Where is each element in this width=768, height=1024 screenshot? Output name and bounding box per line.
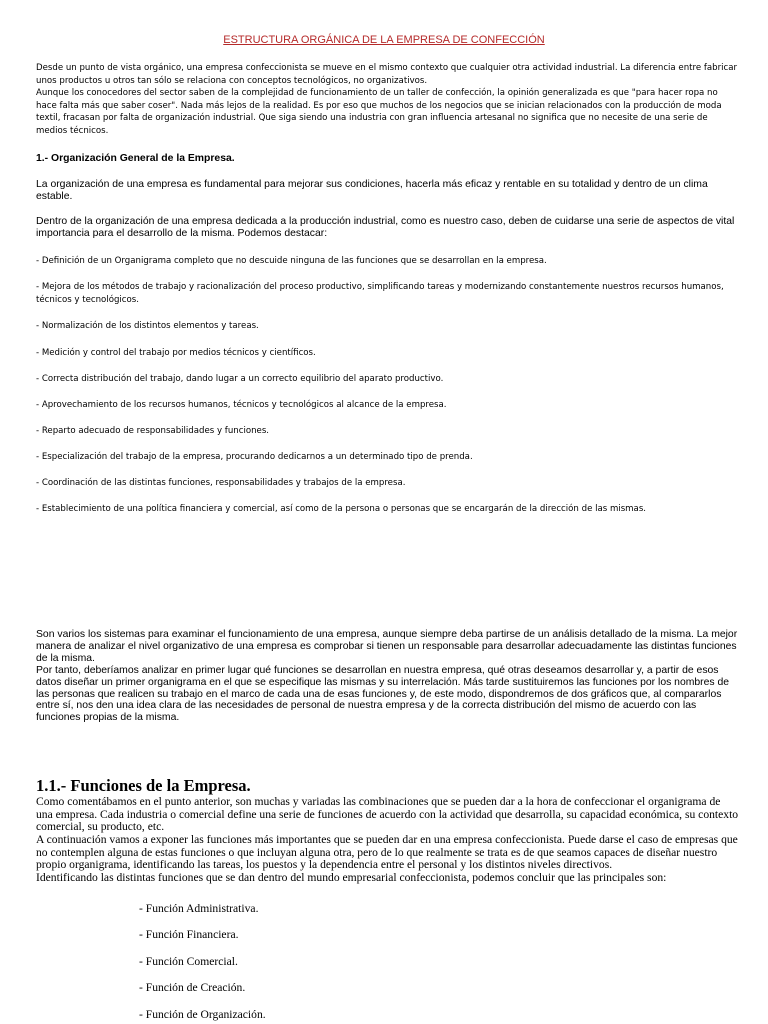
bullet-item: - Correcta distribución del trabajo, dando lugar a un correcto equilibrio del aparato productivo. (36, 374, 444, 384)
bullet-item: - Definición de un Organigrama completo que no descuide ninguna de las funciones que se desarrollan en la empresa. (36, 256, 547, 266)
bullet-item: - Mejora de los métodos de trabajo y racionalización del proceso productivo, simplificando tareas y modernizando constantemente nuestros recursos humanos, técnicos y tecnológicos. (36, 282, 724, 305)
bullet-item: - Normalización de los distintos elementos y tareas. (36, 321, 259, 331)
function-item: - Función Financiera. (139, 928, 239, 941)
section1-paragraph-2: Dentro de la organización de una empresa dedicada a la producción industrial, como es nuestro caso, deben de cuidarse una serie de aspectos de vital importancia para el desarrollo de la misma. Podemos destacar: (36, 216, 735, 239)
document-title: ESTRUCTURA ORGÁNICA DE LA EMPRESA DE CONFECCIÓN (223, 34, 545, 46)
intro-paragraph-1: Desde un punto de vista orgánico, una empresa confeccionista se mueve en el mismo contexto que cualquier otra actividad industrial. La diferencia entre fabricar unos productos u otros tan sólo se relaciona con conceptos tecnológicos, no organizativos. (36, 63, 738, 86)
section1-paragraph-1: La organización de una empresa es fundamental para mejorar sus condiciones, hacerla más eficaz y rentable en su totalidad y dentro de un clima estable. (36, 179, 708, 202)
section1-paragraph-4: Por tanto, deberíamos analizar en primer lugar qué funciones se desarrollan en nuestra empresa, qué otras deseamos desarrollar y, a partir de esos datos diseñar un primer organigrama en el que se especifique las mismas y su interrelación. Más tarde sustituiremos las funciones por los nombres de las personas que realicen su trabajo en el marco de cada una de esas funciones y, de este modo, dispondremos de dos gráficos que, al compararlos entre sí, nos den una idea clara de las necesidades de personal de nuestra empresa y de la correcta distribución del mismo de acuerdo con las funciones propias de la misma. (36, 665, 730, 724)
section-heading-funciones: 1.1.- Funciones de la Empresa. (36, 776, 251, 795)
section11-paragraph-3: Identificando las distintas funciones que se dan dentro del mundo empresarial confeccionista, podemos concluir que las principales son: (36, 871, 667, 884)
function-item: - Función Administrativa. (139, 902, 259, 915)
bullet-item: - Especialización del trabajo de la empresa, procurando dedicarnos a un determinado tipo de prenda. (36, 452, 473, 462)
bullet-item: - Establecimiento de una política financiera y comercial, así como de la persona o personas que se encargarán de la dirección de las mismas. (36, 504, 647, 514)
function-item: - Función de Organización. (139, 1008, 266, 1021)
bullet-item: - Medición y control del trabajo por medios técnicos y científicos. (36, 348, 316, 358)
section1-paragraph-3: Son varios los sistemas para examinar el funcionamiento de una empresa, aunque siempre deba partirse de un análisis detallado de la misma. La mejor manera de analizar el nivel organizativo de una empresa es comprobar si tienen un responsable para desarrollar adecuadamente las distintas funciones de la misma. (36, 629, 738, 664)
section-heading-organizacion: 1.- Organización General de la Empresa. (36, 153, 235, 164)
bullet-item: - Aprovechamiento de los recursos humanos, técnicos y tecnológicos al alcance de la empresa. (36, 400, 447, 410)
intro-paragraph-2: Aunque los conocedores del sector saben de la complejidad de funcionamiento de un taller de confección, la opinión generalizada es que "para hacer ropa no hace falta más que saber coser". Nada más lejos de la realidad. Es por eso que muchos de los negocios que se inician relacionados con la producción de moda textil, fracasan por falta de organización industrial. Que siga siendo una industria con gran influencia artesanal no significa que no necesite de una serie de medios técnicos. (36, 88, 722, 136)
function-item: - Función Comercial. (139, 955, 238, 968)
bullet-item: - Coordinación de las distintas funciones, responsabilidades y trabajos de la empresa. (36, 478, 406, 488)
section11-paragraph-1: Como comentábamos en el punto anterior, son muchas y variadas las combinaciones que se pueden dar a la hora de confeccionar el organigrama de una empresa. Cada industria o comercial define una serie de funciones de acuerdo con la actividad que desarrolla, su capacidad económica, su contexto comercial, su producto, etc. (36, 795, 739, 834)
section11-paragraph-2: A continuación vamos a exponer las funciones más importantes que se pueden dar en una empresa confeccionista. Puede darse el caso de empresas que no contemplen alguna de estas funciones o que incluyan alguna otra, pero de lo que realmente se trata es de que seamos capaces de diseñar nuestro propio organigrama, identificando las tareas, los puestos y la dependencia entre el personal y los distintos niveles directivos. (36, 833, 738, 872)
function-item: - Función de Creación. (139, 981, 246, 994)
bullet-item: - Reparto adecuado de responsabilidades y funciones. (36, 426, 270, 436)
